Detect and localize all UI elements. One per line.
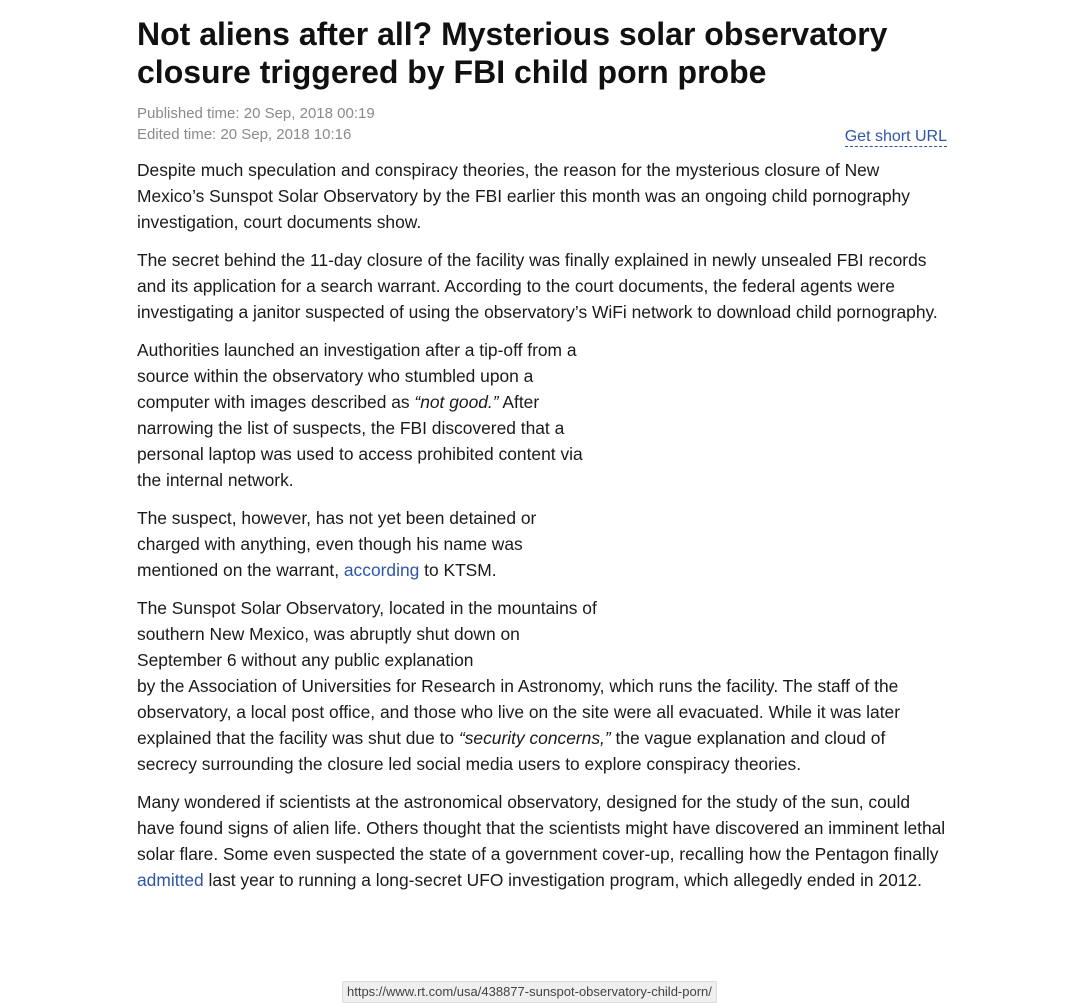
paragraph-6-text-a: Many wondered if scientists at the astronomical observatory, designed for the study of the sun, could have found signs of alien life. Others thought that the scientists might have discovered an imminent lethal solar flare. Some even suspected the state of a government cover-up, recalling how the Pentagon finally xyxy=(137,792,946,864)
paragraph-3-text-b: After narrowing the list of suspects, the FBI discovered that a personal laptop was used to access prohibited content via the internal network. xyxy=(137,392,583,490)
paragraph-6-text-b: last year to running a long-secret UFO investigation program, which allegedly ended in 2012. xyxy=(203,870,922,890)
status-url-bar: https://www.rt.com/usa/438877-sunspot-observatory-child-porn/ xyxy=(342,981,717,1003)
get-short-url-link[interactable]: Get short URL xyxy=(844,128,947,145)
lead-paragraph: Despite much speculation and conspiracy theories, the reason for the mysterious closure of New Mexico’s Sunspot Solar Observatory by the FBI earlier this month was an ongoing child pornography investigation, court documents show. xyxy=(137,160,911,232)
admitted-link[interactable]: admitted xyxy=(137,870,204,890)
quote-not-good: “not good.” xyxy=(414,392,499,412)
paragraph-5-text-a: by the Association of Universities for Research in Astronomy, which runs the facility. The staff of the observatory, a local post office, and those who live on the site were all evacuated. While it was later explained that the facility was shut due to xyxy=(137,676,901,748)
paragraph-2: The secret behind the 11-day closure of the facility was finally explained in newly unsealed FBI records and its application for a search warrant. According to the court documents, the federal agents were investigating a janitor suspected of using the observatory’s WiFi network to download child pornography. xyxy=(137,250,938,322)
article-title: Not aliens after all? Mysterious solar observatory closure triggered by FBI child porn probe xyxy=(137,16,888,90)
paragraph-6 xyxy=(137,789,949,893)
paragraph-5-narrow-text: The Sunspot Solar Observatory, located in the mountains of southern New Mexico, was abruptly shut down on September 6 without any public explanation xyxy=(137,598,597,670)
paragraph-4-text-b: to KTSM. xyxy=(419,560,497,580)
paragraph-5-text-b: the vague explanation and cloud of secrecy surrounding the closure led social media users to explore conspiracy theories. xyxy=(137,728,886,774)
paragraph-4-text-a: The suspect, however, has not yet been detained or charged with anything, even though his name was mentioned on the warrant, xyxy=(137,508,537,580)
paragraph-3 xyxy=(137,337,597,493)
article-meta xyxy=(137,103,949,145)
paragraph-3-text-a: Authorities launched an investigation after a tip-off from a source within the observatory who stumbled upon a computer with images described as xyxy=(137,340,577,412)
edited-time: Edited time: 20 Sep, 2018 10:16 xyxy=(137,126,352,143)
paragraph-5 xyxy=(137,595,949,777)
paragraph-4 xyxy=(137,505,597,583)
article xyxy=(137,15,949,893)
according-link[interactable]: according xyxy=(343,560,420,580)
quote-security-concerns: “security concerns,” xyxy=(458,728,611,748)
published-time: Published time: 20 Sep, 2018 00:19 xyxy=(137,105,375,122)
